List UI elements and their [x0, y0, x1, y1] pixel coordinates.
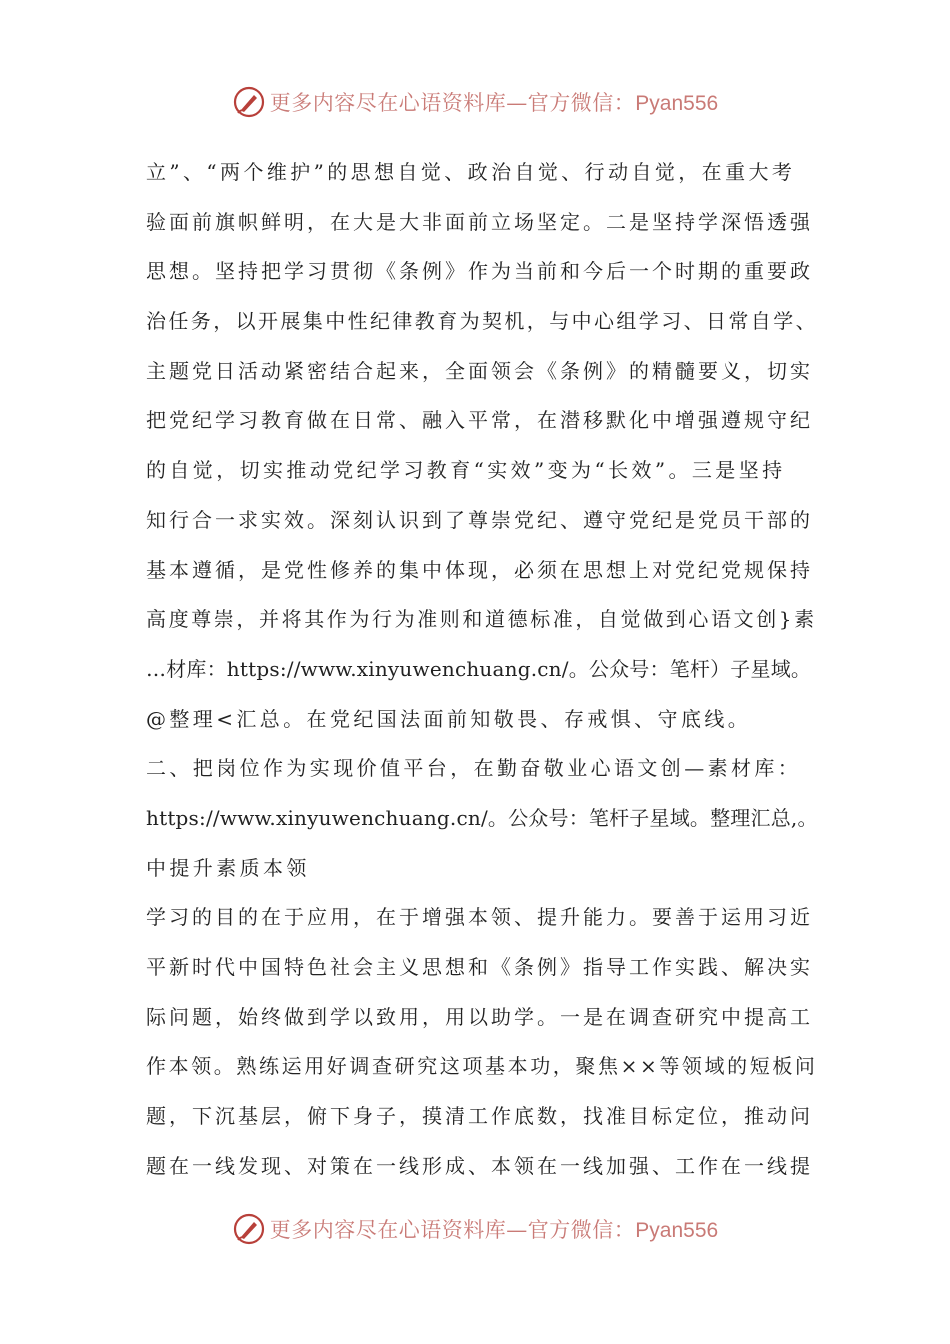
text-line: 验面前旗帜鲜明，在大是大非面前立场坚定。二是坚持学深悟透强: [146, 209, 813, 234]
text-line: …材库：https://www.xinyuwenchuang.cn/。公众号：笔杆）子星域。: [146, 656, 812, 681]
text-line: https://www.xinyuwenchuang.cn/。公众号：笔杆子星域。整理汇总,。: [146, 805, 818, 830]
document-body: [146, 148, 816, 1191]
pen-logo-icon: [232, 85, 266, 119]
text-line: 题在一线发现、对策在一线形成、本领在一线加强、工作在一线提: [146, 1153, 813, 1178]
text-line: 学习的目的在于应用，在于增强本领、提升能力。要善于运用习近: [146, 905, 813, 930]
header-banner-text: 更多内容尽在心语资料库—官方微信：Pyan556: [269, 91, 719, 115]
text-line: 知行合一求实效。深刻认识到了尊崇党纪、遵守党纪是党员干部的: [146, 507, 813, 532]
text-line: 际问题，始终做到学以致用，用以助学。一是在调查研究中提高工: [146, 1004, 813, 1029]
text-line: 基本遵循，是党性修养的集中体现，必须在思想上对党纪党规保持: [146, 557, 813, 582]
text-line: 平新时代中国特色社会主义思想和《条例》指导工作实践、解决实: [146, 955, 813, 979]
text-line: 把党纪学习教育做在日常、融入平常，在潜移默化中增强遵规守纪: [146, 408, 813, 433]
text-line: 主题党日活动紧密结合起来，全面领会《条例》的精髓要义，切实: [146, 358, 813, 383]
text-line: 高度尊崇，并将其作为行为准则和道德标准，自觉做到心语文创}素: [146, 607, 817, 632]
text-line: 题，下沉基层，俯下身子，摸清工作底数，找准目标定位，推动问: [146, 1104, 813, 1129]
footer-banner-text: 更多内容尽在心语资料库—官方微信：Pyan556: [269, 1218, 719, 1242]
text-line: 的自觉，切实推动党纪学习教育“实效”变为“长效”。三是坚持: [146, 458, 786, 483]
header-banner: [0, 82, 950, 122]
text-line: @整理<汇总。在党纪国法面前知敬畏、存戒惧、守底线。: [146, 706, 752, 731]
text-line: 作本领。熟练运用好调查研究这项基本功，聚焦××等领域的短板问: [146, 1054, 818, 1079]
text-line: 思想。坚持把学习贯彻《条例》作为当前和今后一个时期的重要政: [146, 259, 813, 284]
text-line: 治任务，以开展集中性纪律教育为契机，与中心组学习、日常自学、: [146, 309, 818, 334]
footer-banner: [0, 1209, 950, 1249]
text-line: 中提升素质本领: [146, 855, 310, 880]
pen-logo-icon: [232, 1212, 266, 1246]
text-line: 立”、“两个维护”的思想自觉、政治自觉、行动自觉，在重大考: [146, 160, 796, 184]
text-line: 二、把岗位作为实现价值平台，在勤奋敬业心语文创—素材库：: [146, 756, 802, 781]
